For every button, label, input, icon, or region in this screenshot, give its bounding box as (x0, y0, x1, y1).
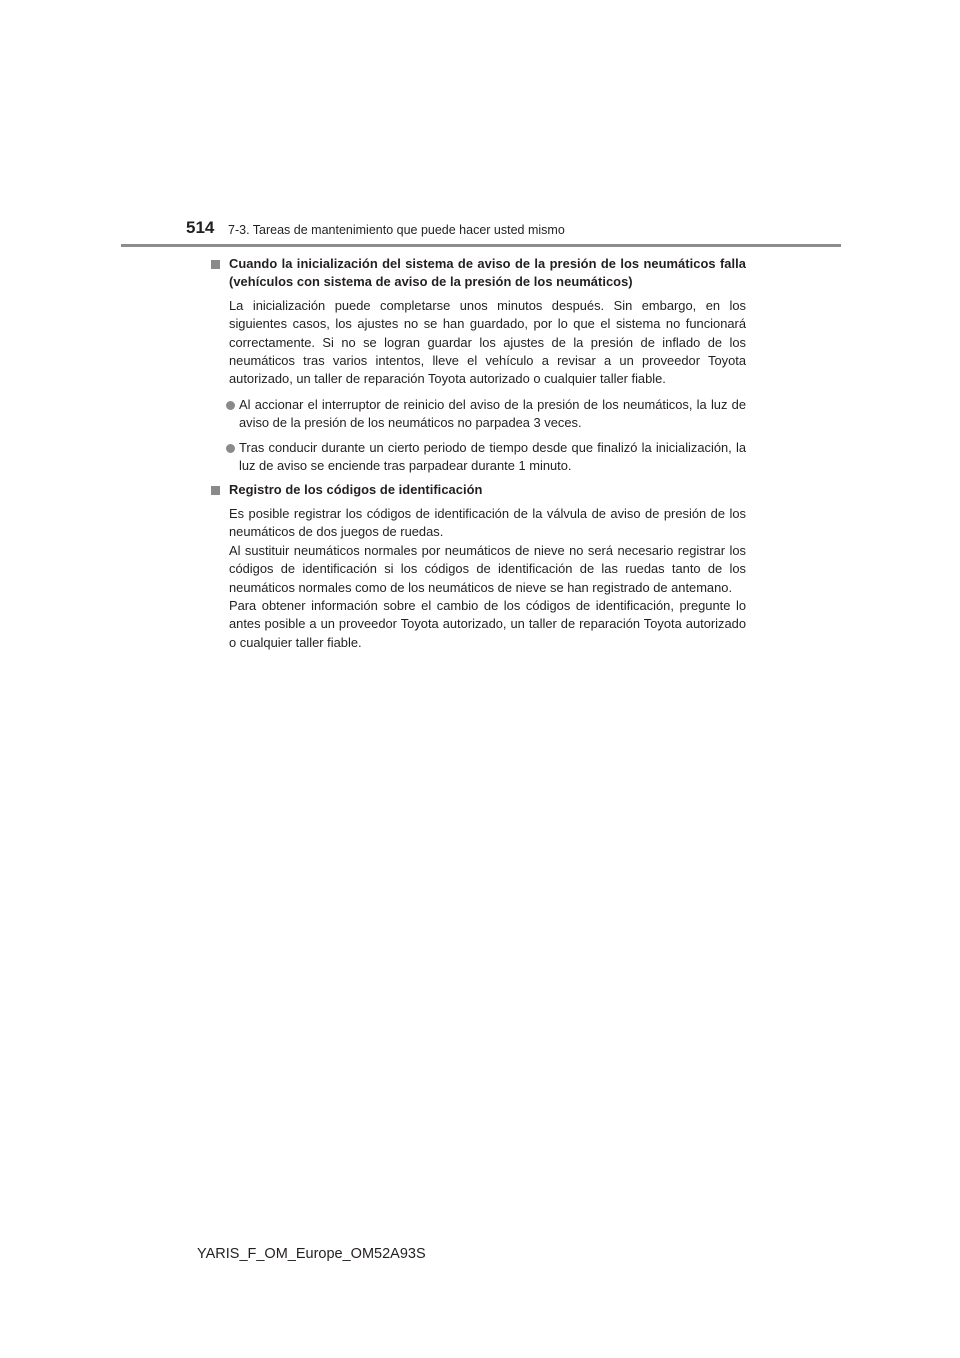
section-heading (210, 481, 746, 499)
header-rule (121, 244, 841, 247)
list-item-text: Tras conducir durante un cierto periodo de tiempo desde que finalizó la inicialización, la luz de aviso se enciende tras parpadear durante 1 minuto. (239, 439, 746, 474)
paragraph: Es posible registrar los códigos de identificación de la válvula de aviso de presión de los neumáticos de dos juegos de ruedas. (229, 505, 746, 540)
section-id-codes (210, 481, 746, 652)
bullet-list (210, 396, 746, 476)
main-content (210, 255, 746, 656)
paragraph-block (210, 505, 746, 652)
section-heading-text: Cuando la inicialización del sistema de aviso de la presión de los neumáticos falla (vehículos con sistema de aviso de la presión de los neumáticos) (229, 256, 746, 290)
section-heading-text: Registro de los códigos de identificación (229, 482, 483, 498)
square-bullet-icon (211, 486, 220, 495)
list-item-text: Al accionar el interruptor de reinicio del aviso de la presión de los neumáticos, la luz de aviso de la presión de los neumáticos no parpadea 3 veces. (239, 396, 746, 431)
paragraph: Para obtener información sobre el cambio de los códigos de identificación, pregunte lo antes posible a un proveedor Toyota autorizado, un taller de reparación Toyota autorizado o cualquier taller fiable. (229, 597, 746, 650)
paragraph: Al sustituir neumáticos normales por neumáticos de nieve no será necesario registrar los códigos de identificación si los códigos de identificación de las ruedas tanto de los neumáticos normales como de los neumáticos de nieve se han registrado de antemano. (229, 542, 746, 595)
paragraph: La inicialización puede completarse unos minutos después. Sin embargo, en los siguientes casos, los ajustes no se han guardado, por lo que el sistema no funcionará correctamente. Si no se logran guardar los ajustes de la presión de inflado de los neumáticos tras varios intentos, lleve el vehículo a revisar a un proveedor Toyota autorizado, un taller de reparación Toyota autorizado o cualquier taller fiable. (229, 297, 746, 387)
square-bullet-icon (211, 260, 220, 269)
list-item (210, 396, 746, 433)
round-bullet-icon (226, 444, 235, 453)
section-initialization-failure (210, 255, 746, 475)
header-title: 7-3. Tareas de mantenimiento que puede hacer usted mismo (228, 223, 565, 237)
page-number: 514 (186, 218, 215, 237)
round-bullet-icon (226, 401, 235, 410)
list-item (210, 439, 746, 476)
footer-document-code: YARIS_F_OM_Europe_OM52A93S (197, 1246, 426, 1262)
section-heading (210, 255, 746, 292)
